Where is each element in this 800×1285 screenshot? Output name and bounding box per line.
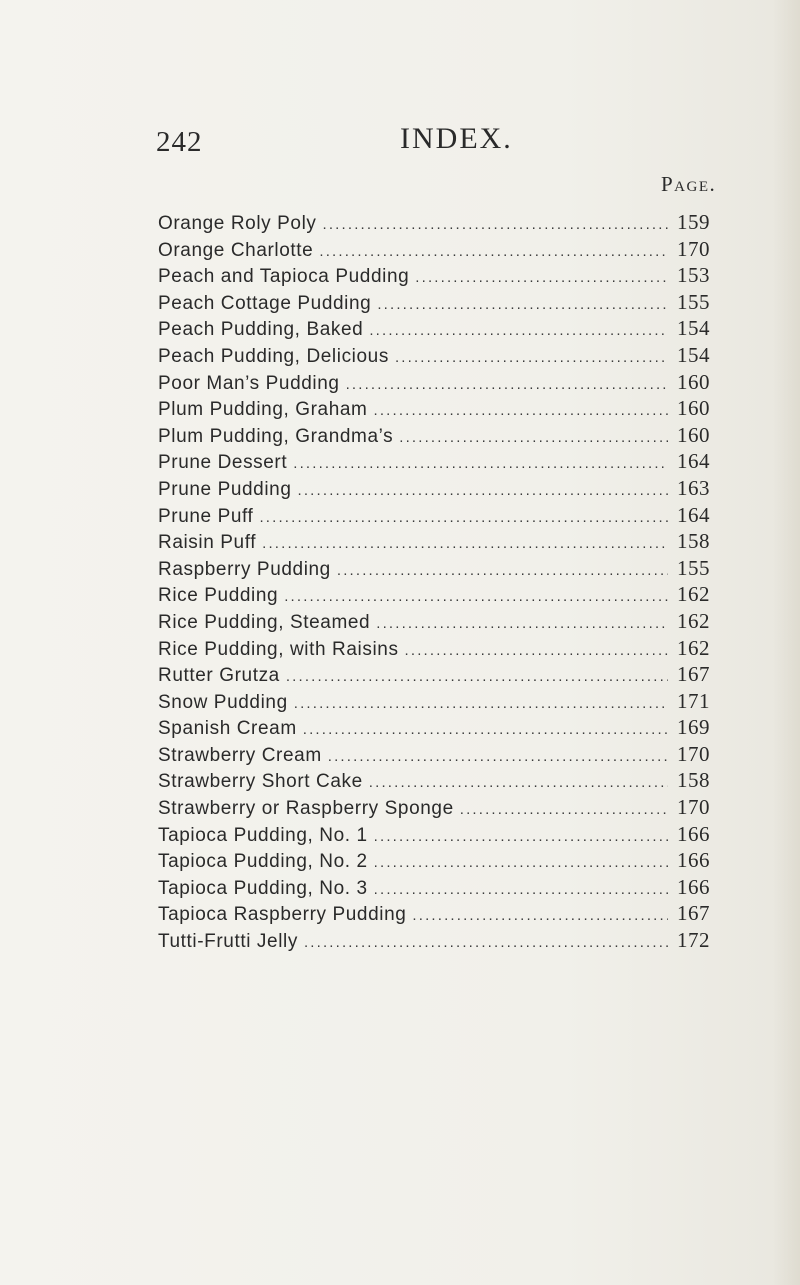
dot-leader [298,482,668,499]
index-entry-title: Poor Man’s Pudding [158,372,340,394]
index-entry-page-number: 164 [677,502,710,527]
index-entry [158,556,710,583]
index-entry-title: Tapioca Pudding, No. 1 [158,824,368,846]
dot-leader [415,269,668,286]
dot-leader [399,429,668,446]
index-entry [158,237,710,264]
dot-leader [377,296,668,313]
index-entry-page-number: 171 [677,688,710,713]
index-entry-page-number: 170 [677,795,710,820]
index-entry-page-number: 158 [677,768,710,793]
dot-leader [374,828,668,845]
index-entry [158,609,710,636]
index-entry [158,582,710,609]
index-entry-page-number: 153 [677,263,710,288]
index-entry-page-number: 163 [677,475,710,500]
index-entry [158,822,710,849]
index-entry-page-number: 154 [677,316,710,341]
index-entry-title: Rice Pudding, with Raisins [158,638,399,660]
dot-leader [374,881,668,898]
index-entry-page-number: 162 [677,635,710,660]
index-entry-page-number: 166 [677,821,710,846]
index-entry-page-number: 160 [677,422,710,447]
dot-leader [293,455,668,472]
dot-leader [369,774,668,791]
index-entry [158,449,710,476]
dot-leader [374,402,669,419]
index-entry-title: Plum Pudding, Grandma’s [158,425,394,447]
index-entry-page-number: 172 [677,928,710,953]
dot-leader [323,216,668,233]
page-number: 242 [156,126,203,158]
dot-leader [346,376,668,393]
index-entry [158,476,710,503]
index-entry-title: Tapioca Pudding, No. 2 [158,851,368,873]
index-entry-page-number: 169 [677,715,710,740]
index-entry-page-number: 167 [677,901,710,926]
index-entry-page-number: 166 [677,848,710,873]
index-entry [158,210,710,237]
dot-leader [284,588,668,605]
index-entry [158,875,710,902]
index-entry [158,636,710,663]
page-column-heading: Page. [661,172,717,196]
index-entry [158,848,710,875]
dot-leader [460,801,668,818]
dot-leader [395,349,668,366]
index-entry-page-number: 162 [677,608,710,633]
dot-leader [259,509,668,526]
dot-leader [319,243,668,260]
dot-leader [303,721,668,738]
index-entry-title: Prune Pudding [158,478,292,500]
index-entry [158,689,710,716]
index-entry [158,768,710,795]
index-entry-title: Strawberry Short Cake [158,771,363,793]
index-entry [158,901,710,928]
index-entry [158,343,710,370]
index-entry-title: Strawberry or Raspberry Sponge [158,798,454,820]
index-entry-page-number: 160 [677,369,710,394]
running-head: INDEX. [400,122,513,155]
index-entry-page-number: 170 [677,741,710,766]
dot-leader [374,854,668,871]
index-entry [158,715,710,742]
dot-leader [294,695,668,712]
index-entry-title: Raspberry Pudding [158,558,331,580]
index-entry-title: Strawberry Cream [158,744,322,766]
dot-leader [337,562,668,579]
index-entry-page-number: 158 [677,529,710,554]
index-entry-title: Orange Roly Poly [158,213,317,234]
dot-leader [262,535,668,552]
index-entry-page-number: 166 [677,874,710,899]
dot-leader [304,934,668,951]
index-entry [158,290,710,317]
index-entry-title: Peach Pudding, Delicious [158,345,389,367]
index-entry [158,396,710,423]
index-entry [158,795,710,822]
index-entry-title: Spanish Cream [158,718,297,740]
dot-leader [405,642,668,659]
index-entry [158,529,710,556]
index-entry-page-number: 155 [677,555,710,580]
index-entry-page-number: 167 [677,662,710,687]
index-entry-page-number: 154 [677,342,710,367]
index-entry-title: Peach Pudding, Baked [158,319,364,341]
index-entry-title: Tapioca Raspberry Pudding [158,904,407,926]
index-entry [158,503,710,530]
index-entry [158,742,710,769]
index-entry [158,263,710,290]
index-entry-page-number: 159 [677,210,710,234]
index-entry-page-number: 162 [677,582,710,607]
index-entry [158,370,710,397]
index-entry-list [158,210,710,955]
index-entry-page-number: 170 [677,236,710,261]
index-entry-title: Peach and Tapioca Pudding [158,266,410,288]
index-entry-title: Peach Cottage Pudding [158,292,372,314]
index-entry-title: Rice Pudding, Steamed [158,611,371,633]
dot-leader [286,668,668,685]
index-entry-page-number: 160 [677,396,710,421]
index-entry-page-number: 155 [677,289,710,314]
index-entry-title: Snow Pudding [158,691,288,713]
page-edge-shadow [772,0,800,1285]
dot-leader [369,322,668,339]
index-entry-page-number: 164 [677,449,710,474]
index-entry-title: Prune Puff [158,505,254,527]
index-entry-title: Rice Pudding [158,585,279,607]
index-entry-title: Tapioca Pudding, No. 3 [158,877,368,899]
index-entry-title: Raisin Puff [158,532,257,554]
index-entry-title: Rutter Grutza [158,665,280,687]
index-entry [158,423,710,450]
index-entry-title: Plum Pudding, Graham [158,399,368,421]
index-entry-title: Tutti-Frutti Jelly [158,931,298,953]
index-entry [158,662,710,689]
index-entry-title: Orange Charlotte [158,239,314,261]
dot-leader [328,748,668,765]
dot-leader [412,907,668,924]
index-entry [158,928,710,955]
index-entry-title: Prune Dessert [158,452,288,474]
dot-leader [376,615,668,632]
index-entry [158,316,710,343]
